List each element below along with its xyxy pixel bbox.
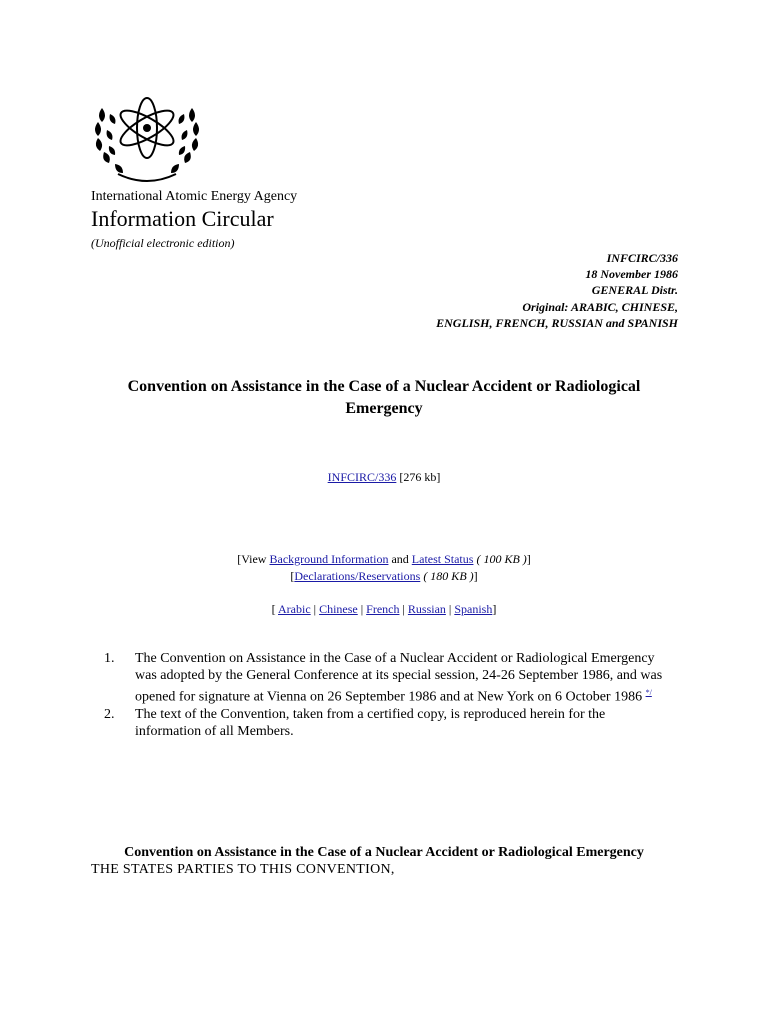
lang-french-link[interactable]: French <box>366 602 400 616</box>
lang-chinese-link[interactable]: Chinese <box>319 602 358 616</box>
lang-separator: | <box>402 602 405 616</box>
view-close: ] <box>526 552 531 566</box>
background-info-link[interactable]: Background Information <box>269 552 389 566</box>
page-title: Information Circular <box>91 206 274 231</box>
and-text: and <box>391 552 409 566</box>
edition-note: (Unofficial electronic edition) <box>91 236 235 250</box>
view-links-line <box>0 552 768 567</box>
download-link[interactable]: INFCIRC/336 <box>327 470 397 484</box>
lang-russian-link[interactable]: Russian <box>407 602 446 616</box>
latest-status-link[interactable]: Latest Status <box>411 552 474 566</box>
item-text-body: The Convention on Assistance in the Case of a Nuclear Accident or Radiological Emergency was adopted by the General Conference at its special session, 24-26 September 1986, and was opened for signature at Vienna on 26 September 1986 and at New York on 6 October 1986 <box>135 651 663 705</box>
original-languages-line1: Original: ARABIC, CHINESE, <box>522 300 678 314</box>
item-number: 1. <box>104 651 115 666</box>
item-number: 2. <box>104 706 115 722</box>
distribution: GENERAL Distr. <box>591 283 678 297</box>
doc-date: 18 November 1986 <box>585 267 678 281</box>
list-item <box>104 650 664 706</box>
lang-separator: | <box>448 602 452 616</box>
item-text <box>135 650 664 706</box>
view-prefix: [View <box>237 552 267 566</box>
iaea-emblem <box>88 88 206 188</box>
declarations-open: [ <box>290 569 295 583</box>
declarations-close: ] <box>473 569 478 583</box>
lang-arabic-link[interactable]: Arabic <box>278 602 311 616</box>
agency-name: International Atomic Energy Agency <box>91 189 298 204</box>
original-languages-line2: ENGLISH, FRENCH, RUSSIAN and SPANISH <box>436 316 678 330</box>
convention-heading: Convention on Assistance in the Case of a Nuclear Accident or Radiological Emergency <box>124 845 644 860</box>
status-size: ( 100 KB ) <box>476 552 527 566</box>
atom-wreath-icon <box>88 88 206 188</box>
document-title: Convention on Assistance in the Case of a Nuclear Accident or Radiological Emergency <box>127 378 641 417</box>
declarations-line <box>0 569 768 584</box>
list-item <box>104 706 664 740</box>
download-line <box>0 470 768 485</box>
lang-separator: | <box>313 602 317 616</box>
opening-clause: THE STATES PARTIES TO THIS CONVENTION, <box>91 862 395 877</box>
doc-symbol: INFCIRC/336 <box>606 251 678 265</box>
lang-spanish-link[interactable]: Spanish <box>454 602 493 616</box>
lang-separator: | <box>360 602 364 616</box>
footnote-link[interactable]: */ <box>645 688 652 697</box>
declarations-link[interactable]: Declarations/Reservations <box>294 569 421 583</box>
declarations-size: ( 180 KB ) <box>423 569 474 583</box>
language-links <box>0 602 768 617</box>
numbered-list <box>104 650 664 740</box>
download-size: [276 kb] <box>399 470 441 484</box>
lang-close: ] <box>492 602 497 616</box>
lang-open: [ <box>271 602 276 616</box>
item-text: The text of the Convention, taken from a certified copy, is reproduced herein for the information of all Members. <box>135 706 606 739</box>
